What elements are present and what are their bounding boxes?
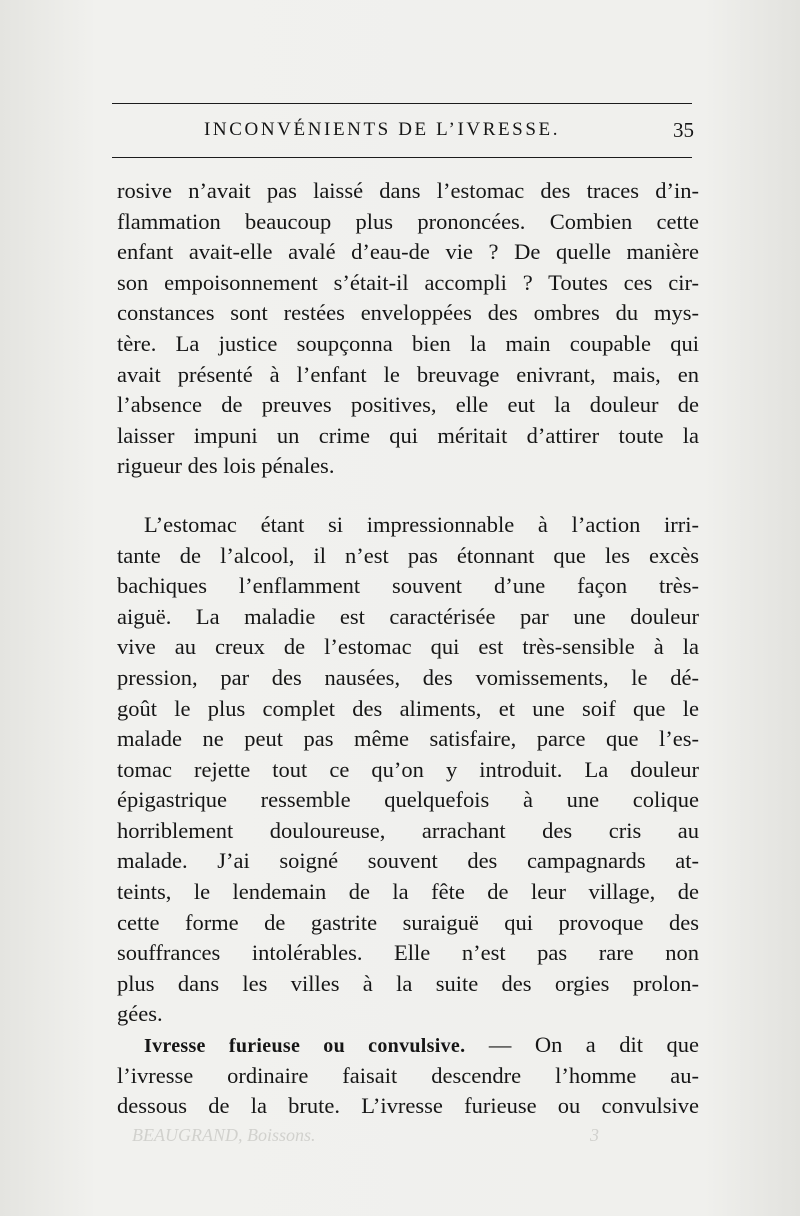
text-line: flammation beaucoup plus prononcées. Combien cette [117,208,699,234]
text-line: souffrances intolérables. Elle n’est pas rare non [117,940,699,966]
text-line: goût le plus complet des aliments, et une soif que le [117,695,699,721]
text-line: aiguë. La maladie est caractérisée par une douleur [117,603,699,629]
page-number: 35 [673,118,694,142]
show-through-signature: BEAUGRAND, Boissons. [132,1125,316,1145]
text-line: bachiques l’enflamment souvent d’une façon très- [117,573,699,599]
text-line: L’estomac étant si impressionnable à l’action irri- [144,511,699,537]
body-text [117,176,699,1122]
text-line: rigueur des lois pénales. [117,453,335,479]
paragraph-continued [117,176,699,482]
text-line: tère. La justice soupçonna bien la main coupable qui [117,330,699,356]
text-line: rosive n’avait pas laissé dans l’estomac des traces d’in- [117,178,699,203]
paragraph-gastritis [117,510,699,1030]
text-line: plus dans les villes à la suite des orgies prolon- [117,970,699,996]
text-line: laisser impuni un crime qui méritait d’attirer toute la [117,422,699,448]
text-line: l’absence de preuves positives, elle eut la douleur de [117,392,699,418]
text-line: dessous de la brute. L’ivresse furieuse ou convulsive [117,1093,699,1119]
text-line [117,1030,699,1061]
text-line: horriblement douloureuse, arrachant des cris au [117,817,699,843]
header-bottom-rule [112,157,692,158]
text-line: tomac rejette tout ce qu’on y introduit. La douleur [117,756,699,782]
text-line: teints, le lendemain de la fête de leur village, de [117,879,699,905]
section-run-in-heading: Ivresse furieuse ou convulsive. [144,1035,466,1058]
text-line: gées. [117,1001,163,1027]
show-through-signature-number: 3 [590,1125,599,1145]
text-line: enfant avait-elle avalé d’eau-de vie ? De quelle manière [117,239,699,265]
text-line: l’ivresse ordinaire faisait descendre l’homme au- [117,1062,699,1088]
text-line: cette forme de gastrite suraiguë qui provoque des [117,909,699,935]
text-run: — On a dit que [465,1032,699,1058]
running-title: INCONVÉNIENTS DE L’IVRESSE. [204,119,561,140]
text-line: tante de l’alcool, il n’est pas étonnant que les excès [117,542,699,568]
paragraph-furious-drunkenness [117,1030,699,1122]
text-line: avait présenté à l’enfant le breuvage enivrant, mais, en [117,361,699,387]
text-line: malade. J’ai soigné souvent des campagnards at- [117,848,699,874]
header-top-rule [112,103,692,104]
text-line: vive au creux de l’estomac qui est très-sensible à la [117,634,699,660]
paragraph-gap [117,482,699,510]
text-line: son empoisonnement s’était-il accompli ? Toutes ces cir- [117,269,699,295]
text-line: pression, par des nausées, des vomissements, le dé- [117,664,699,690]
text-line: malade ne peut pas même satisfaire, parce que l’es- [117,726,699,752]
running-head [112,115,692,145]
text-line: épigastrique ressemble quelquefois à une colique [117,787,699,813]
text-line: constances sont restées enveloppées des ombres du mys- [117,300,699,326]
